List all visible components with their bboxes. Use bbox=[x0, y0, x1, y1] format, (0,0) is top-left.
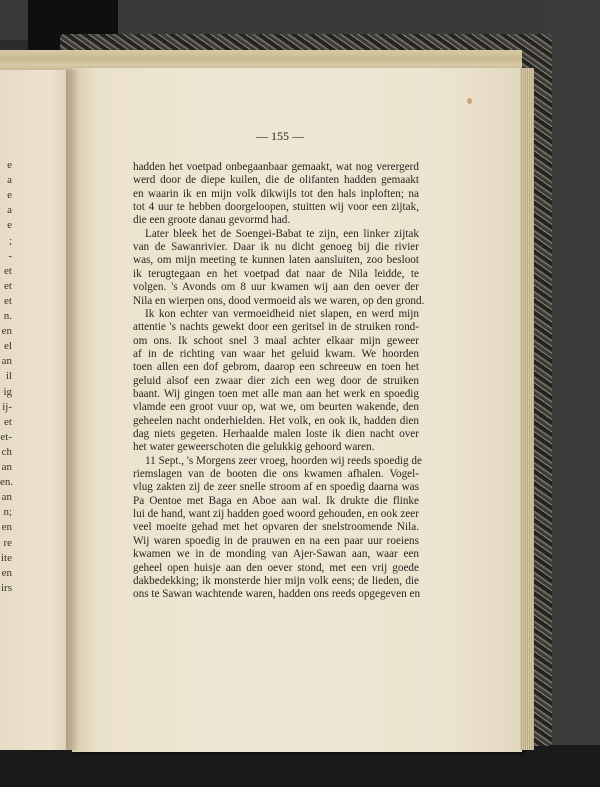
left-page-fragment: n. bbox=[3, 310, 12, 322]
left-page-fragment: en. bbox=[0, 476, 14, 489]
left-page-fragment: ij- bbox=[2, 400, 12, 413]
text-line: Later bleek het de Soengei-Babat te zijn, een linker zijtak bbox=[145, 227, 419, 240]
text-line: tot 4 uur te hebben doorgeloopen, stuitten wij voor een zijtak, bbox=[133, 201, 419, 214]
text-line: werd door de diepe kuilen, die de olifanten hadden gemaakt bbox=[133, 174, 419, 187]
left-page-fragment: ite bbox=[1, 551, 12, 564]
left-page-fragment: n; bbox=[3, 506, 12, 519]
text-line: 11 Sept., 's Morgens zeer vroeg, hoorden wij reeds spoedig de bbox=[145, 454, 422, 467]
text-line: Pa Oentoe met Baga en Aboe aan wal. Ik drukte die flinke bbox=[133, 494, 419, 507]
text-line: Nila en wierpen ons, dood vermoeid als we waren, op den grond. bbox=[133, 294, 425, 307]
left-page-fragment: et bbox=[4, 415, 12, 428]
text-line: dag niets gegeten. Herhaalde malen loste ik dien nacht over bbox=[133, 428, 419, 440]
text-line: van de Sawanrivier. Daar ik nu dicht genoeg bij die rivier bbox=[133, 241, 419, 254]
text-line: vlug zakten zij de zeer snelle stroom af en spoedig daarna was bbox=[133, 481, 419, 494]
text-line: vlamde een groot vuur op, wat we, om beurten wakende, den bbox=[133, 401, 419, 414]
left-page-fragment: el bbox=[4, 340, 12, 353]
left-page-fragment: et- bbox=[0, 430, 12, 443]
text-line: het water geweerschoten die gelukkig gehoord waren. bbox=[133, 441, 375, 454]
left-page-fragment: e bbox=[7, 159, 12, 171]
left-page-fragment: e bbox=[7, 219, 12, 232]
page-edges-right bbox=[520, 68, 534, 750]
left-page-fragment: en bbox=[1, 521, 12, 534]
text-line: riemslagen van de booten die ons kwamen afhalen. Vogel- bbox=[133, 468, 419, 481]
text-line: Wij waren spoedig in de prauwen en na een paar uur roeiens bbox=[133, 534, 419, 547]
left-page-fragment: an bbox=[1, 491, 12, 504]
left-page-fragment: en bbox=[1, 325, 12, 338]
text-line: geluid alsof een zwaar dier zich een weg door de struiken bbox=[133, 374, 419, 387]
text-line: ik terugtegaan en het voetpad dat naar de Nila leidde, te bbox=[133, 267, 419, 280]
left-page-fragment: irs bbox=[1, 581, 12, 594]
left-page-fragment: ig bbox=[3, 385, 12, 398]
left-page-fragment: an bbox=[1, 355, 12, 368]
left-page-fragment: an bbox=[1, 461, 12, 473]
text-line: kwamen we in de monding van Ajer-Sawan aan, waar een bbox=[133, 548, 419, 561]
paper-stain bbox=[467, 98, 472, 104]
text-line: af in de richting van waar het geluid kwam. We hoorden bbox=[133, 347, 419, 360]
left-page-fragment: - bbox=[8, 249, 12, 262]
left-page-fragment: e bbox=[7, 189, 12, 202]
left-page-fragment: a bbox=[7, 204, 12, 217]
text-line: geheelen nacht onderhielden. Het volk, en ook ik, hadden dien bbox=[133, 414, 419, 427]
left-page-fragment: il bbox=[5, 370, 12, 383]
desk-background-right bbox=[545, 0, 600, 787]
left-page-fragment: ch bbox=[1, 445, 12, 458]
page-number: — 155 — bbox=[256, 129, 304, 143]
left-page-fragment: en bbox=[1, 566, 12, 579]
text-line: toen allen een dof gebrom, daarop een schreeuw en toen het bbox=[133, 361, 419, 374]
text-line: was, om mijn meeting te kunnen laten aansluiten, zoo besloot bbox=[133, 254, 419, 267]
text-line: ons te Sawan wachtende waren, hadden ons reeds opgegeven en bbox=[133, 588, 421, 601]
left-page-fragment: ; bbox=[8, 234, 12, 247]
left-page-fragment: et bbox=[4, 294, 12, 307]
text-line: dakbedekking; ik monsterde hier mijn volk eens; de lieden, die bbox=[133, 574, 419, 587]
text-line: hadden het voetpad onbegaanbaar gemaakt, wat nog verergerd bbox=[133, 161, 419, 173]
text-line: baant. Wij gingen toen met alle man aan het werk en spoedig bbox=[133, 387, 419, 400]
text-line: geheel open huisje aan den oever stond, met een vrij goede bbox=[133, 561, 419, 574]
text-line: die een groote danau gevormd had. bbox=[133, 214, 291, 227]
text-line: volgen. 's Avonds om 8 uur kwamen wij aan den oever der bbox=[133, 281, 419, 294]
gutter-shadow bbox=[66, 70, 80, 750]
left-page-fragment: et bbox=[4, 264, 12, 277]
left-page-fragment: a bbox=[7, 174, 12, 187]
text-line: attentie 's nachts gewekt door een geritsel in de struiken rond- bbox=[133, 321, 419, 334]
left-page-fragment: et bbox=[4, 279, 12, 292]
left-page-fragment: re bbox=[3, 536, 12, 549]
text-line: lui de hand, want zij hadden goed woord gehouden, en ook zeer bbox=[133, 508, 419, 521]
text-line: Ik kon echter van vermoeidheid niet slapen, en werd mijn bbox=[145, 307, 419, 320]
text-line: en waarin ik en mijn volk dikwijls tot den hals inploften; na bbox=[133, 187, 419, 200]
text-line: veel moeite gehad met het opvaren der snelstroomende Nila. bbox=[133, 521, 419, 534]
text-line: om ons. Ik schoot snel 3 maal achter elkaar mijn geweer bbox=[133, 334, 419, 347]
